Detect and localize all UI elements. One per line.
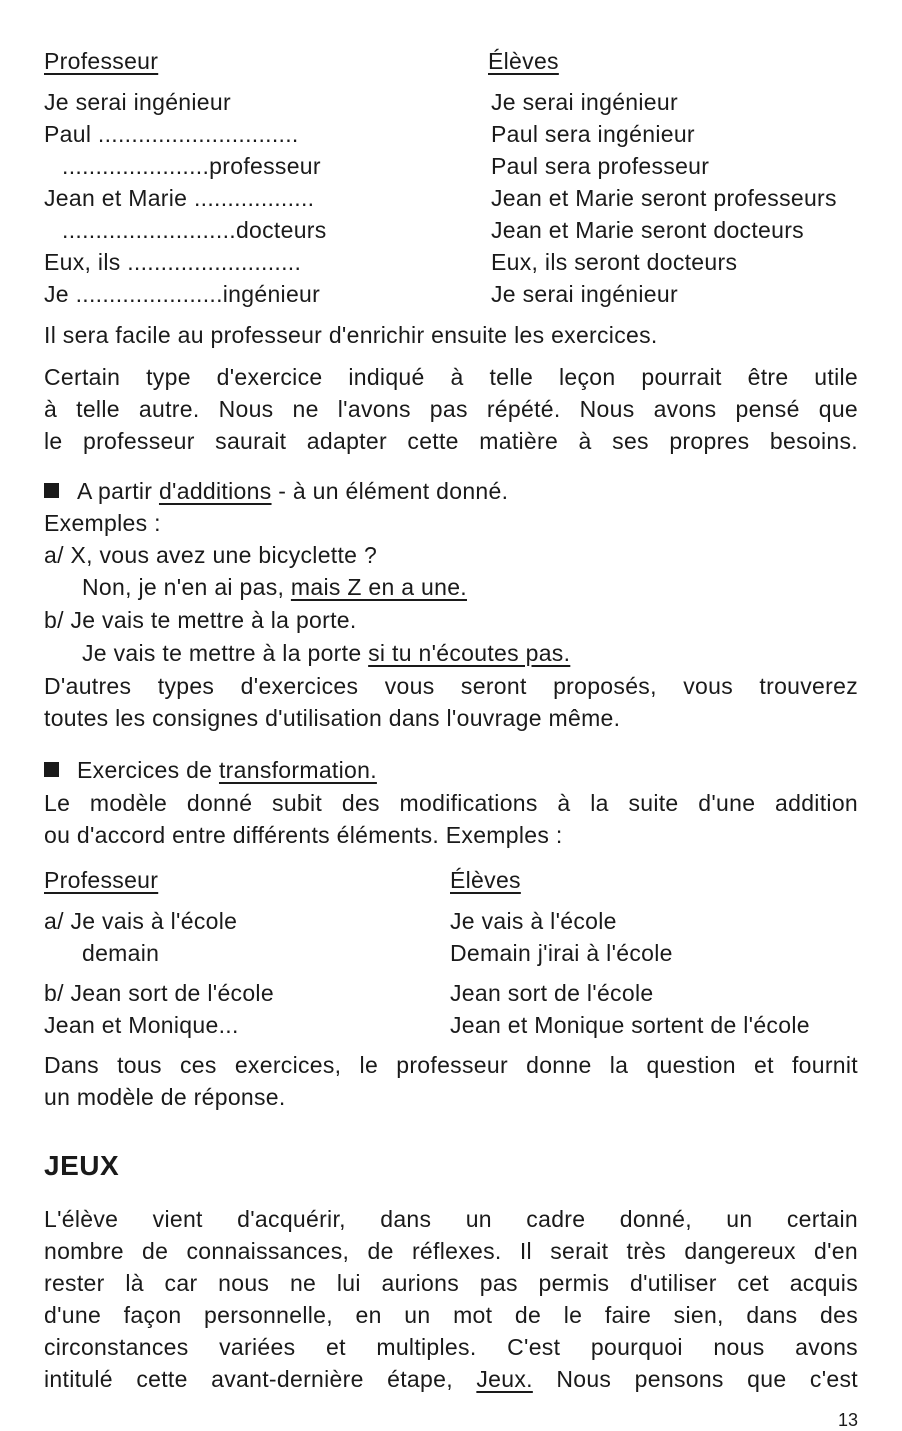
table2-row-left: Jean et Monique... — [44, 1012, 239, 1038]
page-number: 13 — [837, 1410, 858, 1430]
paragraph-line — [44, 1363, 858, 1395]
table2-row-right: Je vais à l'école — [450, 908, 617, 934]
table1-row-left: ......................professeur — [62, 153, 321, 179]
paragraph — [44, 1203, 858, 1395]
section-additions-title — [44, 476, 508, 506]
table1-row-right: Paul sera ingénieur — [491, 121, 695, 147]
table2-row-left: demain — [82, 940, 160, 966]
paragraph-line: rester là car nous ne lui aurions pas permis d'utiliser cet acquis — [44, 1270, 858, 1296]
example-underlined-text: mais Z en a une. — [290, 574, 467, 600]
paragraph-line: Dans tous ces exercices, le professeur donne la question et fournit — [44, 1052, 858, 1078]
paragraph-line: ou d'accord entre différents éléments. Exemples : — [44, 822, 563, 848]
table2-row-right: Demain j'irai à l'école — [450, 940, 673, 966]
bullet-square-icon — [44, 483, 59, 498]
example-a-line: a/ X, vous avez une bicyclette ? — [44, 542, 378, 568]
table1-row-right: Jean et Marie seront professeurs — [491, 185, 837, 211]
table2-row-right: Jean sort de l'école — [450, 980, 654, 1006]
text-keyword: Jeux. — [476, 1366, 533, 1392]
table1-row-left: Eux, ils .......................... — [44, 249, 302, 275]
example-a-answer — [82, 572, 467, 602]
section-transformation-title — [44, 755, 377, 785]
table1-row-left: Jean et Marie .................. — [44, 185, 315, 211]
table2-row-left: b/ Jean sort de l'école — [44, 980, 274, 1006]
table1-row-right: Je serai ingénieur — [491, 281, 678, 307]
section-heading-jeux: JEUX — [44, 1150, 120, 1181]
paragraph-line: à telle autre. Nous ne l'avons pas répété. Nous avons pensé que — [44, 396, 858, 422]
table1-row-right: Jean et Marie seront docteurs — [491, 217, 804, 243]
paragraph — [44, 787, 858, 851]
table1-row-right: Je serai ingénieur — [491, 89, 678, 115]
table2-header-eleves: Élèves — [450, 867, 521, 893]
section-prefix: Exercices de — [77, 757, 213, 783]
paragraph-line: nombre de connaissances, de réflexes. Il serait très dangereux d'en — [44, 1238, 858, 1264]
table1-row-right: Paul sera professeur — [491, 153, 710, 179]
table1-header-professeur: Professeur — [44, 48, 159, 74]
paragraph: Il sera facile au professeur d'enrichir ensuite les exercices. — [44, 322, 658, 348]
example-text: Je vais te mettre à la porte — [82, 640, 362, 666]
table2-row-right: Jean et Monique sortent de l'école — [450, 1012, 810, 1038]
table1-row-right: Eux, ils seront docteurs — [491, 249, 738, 275]
example-text: Non, je n'en ai pas, — [82, 574, 285, 600]
examples-label: Exemples : — [44, 510, 161, 536]
bullet-square-icon — [44, 762, 59, 777]
paragraph-line: L'élève vient d'acquérir, dans un cadre donné, un certain — [44, 1206, 858, 1232]
table2-row-left: a/ Je vais à l'école — [44, 908, 238, 934]
section-keyword: transformation. — [218, 757, 377, 783]
paragraph — [44, 670, 858, 734]
paragraph-line: d'une façon personnelle, en un mot de le faire sien, dans des — [44, 1302, 858, 1328]
section-prefix: A partir — [77, 478, 153, 504]
example-underlined-text: si tu n'écoutes pas. — [368, 640, 571, 666]
paragraph — [44, 1049, 858, 1113]
section-keyword: d'additions — [158, 478, 272, 504]
text-segment: intitulé cette avant-dernière étape, — [44, 1366, 453, 1392]
table2-header-professeur: Professeur — [44, 867, 159, 893]
paragraph — [44, 361, 858, 457]
section-suffix: - à un élément donné. — [278, 478, 509, 504]
paragraph-line: D'autres types d'exercices vous seront proposés, vous trouverez — [44, 673, 858, 699]
example-b-answer — [82, 638, 570, 668]
example-b-line: b/ Je vais te mettre à la porte. — [44, 607, 357, 633]
text-segment: Nous pensons que c'est — [556, 1366, 858, 1392]
paragraph-line: circonstances variées et multiples. C'est pourquoi nous avons — [44, 1334, 858, 1360]
table1-row-left: Je ......................ingénieur — [44, 281, 321, 307]
paragraph-line: le professeur saurait adapter cette matière à ses propres besoins. — [44, 428, 858, 454]
table1-row-left: Paul .............................. — [44, 121, 299, 147]
paragraph-line: un modèle de réponse. — [44, 1084, 286, 1110]
paragraph-line: Certain type d'exercice indiqué à telle leçon pourrait être utile — [44, 364, 858, 390]
table1-row-left: Je serai ingénieur — [44, 89, 231, 115]
table1-row-left: ..........................docteurs — [62, 217, 327, 243]
table1-header-eleves: Élèves — [488, 48, 559, 74]
paragraph-line: Le modèle donné subit des modifications à la suite d'une addition — [44, 790, 858, 816]
paragraph-line: toutes les consignes d'utilisation dans l'ouvrage même. — [44, 705, 621, 731]
